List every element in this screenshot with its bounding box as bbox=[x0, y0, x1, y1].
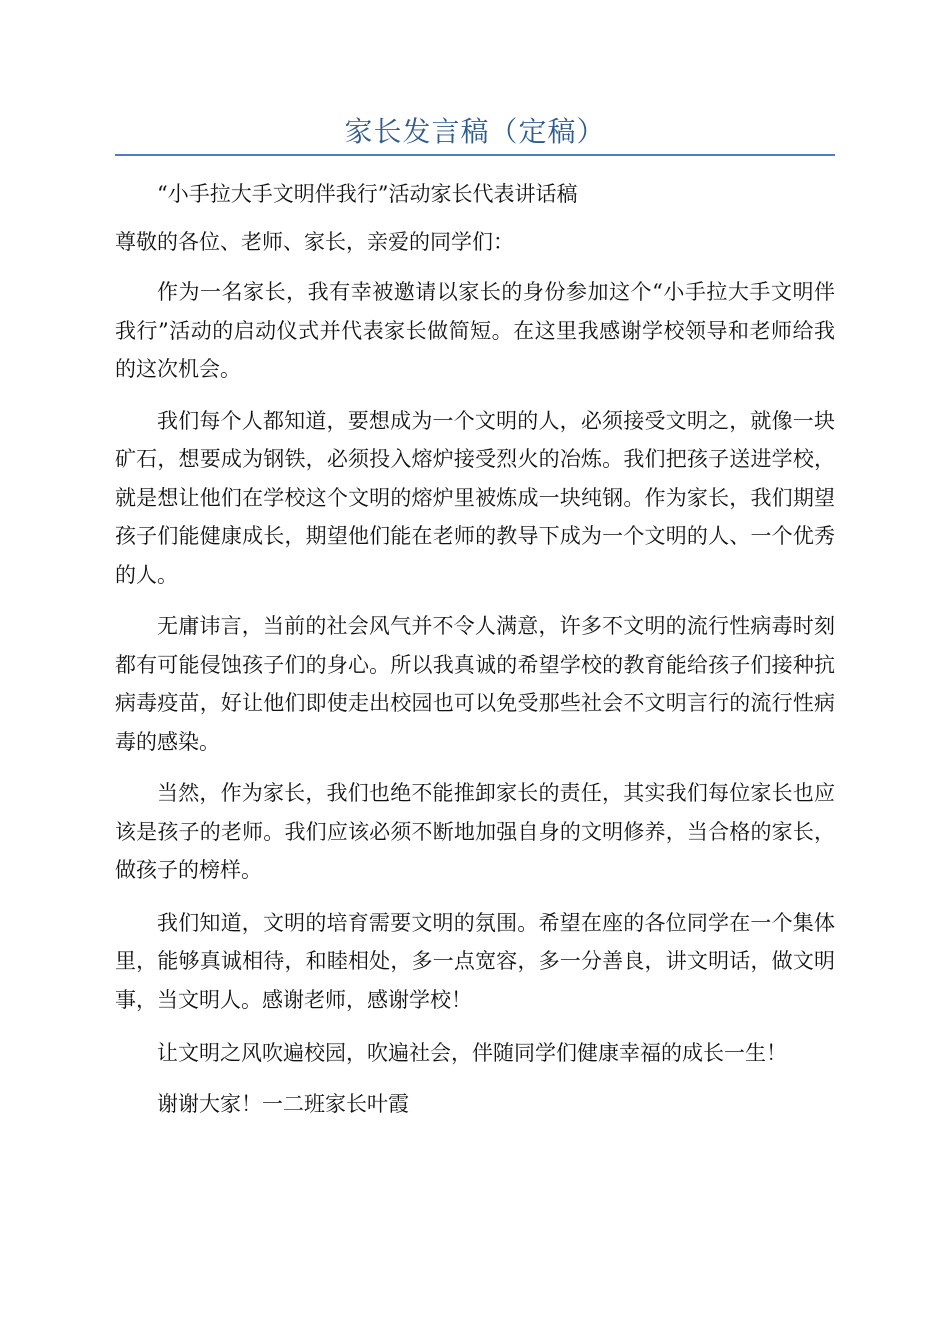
salutation: 尊敬的各位、老师、家长，亲爱的同学们： bbox=[115, 230, 514, 254]
document-body bbox=[115, 177, 835, 1121]
paragraph-4: 当然，作为家长，我们也绝不能推卸家长的责任，其实我们每位家长也应该是孩子的老师。我们应该必须不断地加强自身的文明修养，当合格的家长，做孩子的榜样。 bbox=[115, 781, 835, 882]
paragraph-3: 无庸讳言，当前的社会风气并不令人满意，许多不文明的流行性病毒时刻都有可能侵蚀孩子们的身心。所以我真诚的希望学校的教育能给孩子们接种抗病毒疫苗，好让他们即使走出校园也可以免受那些社会不文明言行的流行性病毒的感染。 bbox=[115, 614, 835, 754]
paragraph-2: 我们每个人都知道，要想成为一个文明的人，必须接受文明之，就像一块矿石，想要成为钢铁，必须投入熔炉接受烈火的冶炼。我们把孩子送进学校，就是想让他们在学校这个文明的熔炉里被炼成一块纯钢。作为家长，我们期望孩子们能健康成长，期望他们能在老师的教导下成为一个文明的人、一个优秀的人。 bbox=[115, 408, 835, 587]
title-underline bbox=[115, 154, 835, 156]
paragraph-6: 让文明之风吹遍校园，吹遍社会，伴随同学们健康幸福的成长一生！ bbox=[157, 1041, 787, 1065]
closing-signature: 谢谢大家！一二班家长叶霞 bbox=[157, 1092, 409, 1116]
document-title: 家长发言稿（定稿） bbox=[344, 115, 606, 148]
speech-subtitle: “小手拉大手文明伴我行”活动家长代表讲话稿 bbox=[157, 182, 578, 206]
paragraph-5: 我们知道，文明的培育需要文明的氛围。希望在座的各位同学在一个集体里，能够真诚相待，和睦相处，多一点宽容，多一分善良，讲文明话，做文明事，当文明人。感谢老师，感谢学校！ bbox=[115, 910, 835, 1012]
paragraph-1: 作为一名家长，我有幸被邀请以家长的身份参加这个“小手拉大手文明伴我行”活动的启动仪式并代表家长做简短。在这里我感谢学校领导和老师给我的这次机会。 bbox=[115, 280, 835, 381]
